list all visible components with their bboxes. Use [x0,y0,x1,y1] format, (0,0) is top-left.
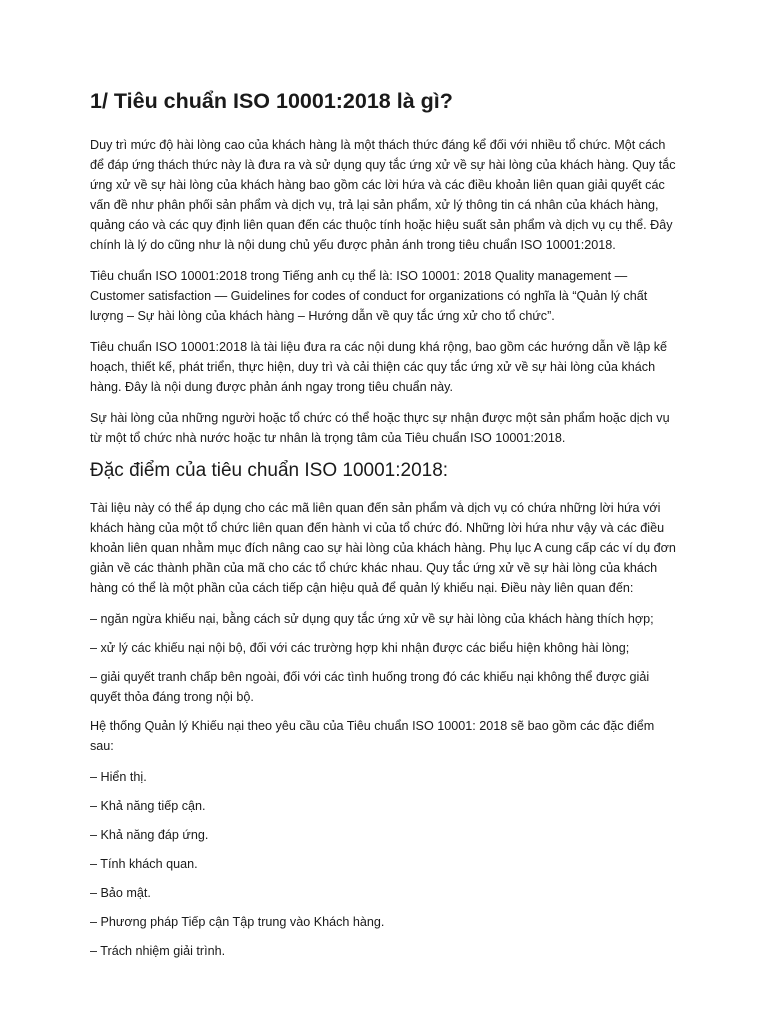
purpose-item: – xử lý các khiếu nại nội bộ, đối với các trường hợp khi nhận được các biểu hiện không hài lòng; [90,640,630,655]
intro-paragraph: Tiêu chuẩn ISO 10001:2018 là tài liệu đưa ra các nội dung khá rộng, bao gồm các hướng dẫn về lập kế hoạch, thiết kế, phát triển, thực hiện, duy trì và cải thiện các quy tắc ứng xử về sự hài lòng của khách hàng. Đây là nội dung được phản ánh ngay trong tiêu chuẩn này. [90,339,668,394]
intro-paragraph: Duy trì mức độ hài lòng cao của khách hàng là một thách thức đáng kể đối với nhiều tổ chức. Một cách để đáp ứng thách thức này là đưa ra và sử dụng quy tắc ứng xử về sự hài lòng của khách hàng. Quy tắc ứng xử về sự hài lòng của khách hàng bao gồm các lời hứa và các điều khoản liên quan giải quyết các vấn đề như phân phối sản phẩm và dịch vụ, trả lại sản phẩm, xử lý thông tin cá nhân của khách hàng, quảng cáo và các quy định liên quan đến các thuộc tính hoặc hiệu suất sản phẩm và dịch vụ cụ thể. Đây chính là lý do cũng như là nội dung chủ yếu được phản ánh trong tiêu chuẩn ISO 10001:2018. [90,137,676,252]
characteristic-item: – Hiển thị. [90,769,147,784]
characteristic-item: – Khả năng tiếp cận. [90,798,206,813]
system-intro-paragraph: Hệ thống Quản lý Khiếu nại theo yêu cầu của Tiêu chuẩn ISO 10001: 2018 sẽ bao gồm các đặc điểm sau: [90,718,655,753]
characteristic-item: – Bảo mật. [90,885,151,900]
characteristic-item: – Trách nhiệm giải trình. [90,943,226,958]
characteristic-item: – Phương pháp Tiếp cận Tập trung vào Khách hàng. [90,914,385,929]
characteristic-item: – Khả năng đáp ứng. [90,827,209,842]
intro-paragraph: Tiêu chuẩn ISO 10001:2018 trong Tiếng anh cụ thể là: ISO 10001: 2018 Quality management — Customer satisfaction — Guidelines for codes of conduct for organizations có nghĩa là “Quản lý chất lượng – Sự hài lòng của khách hàng – Hướng dẫn về quy tắc ứng xử cho tổ chức”. [90,268,648,323]
section-heading: Đặc điểm của tiêu chuẩn ISO 10001:2018: [90,459,449,481]
characteristic-item: – Tính khách quan. [90,856,198,871]
purpose-item: – ngăn ngừa khiếu nại, bằng cách sử dụng quy tắc ứng xử về sự hài lòng của khách hàng thích hợp; [90,611,654,626]
section-intro-paragraph: Tài liệu này có thể áp dụng cho các mã liên quan đến sản phẩm và dịch vụ có chứa những lời hứa với khách hàng của một tổ chức liên quan đến hành vi của tổ chức đó. Những lời hứa như vậy và các điều khoản liên quan nhằm mục đích nâng cao sự hài lòng của khách hàng. Phụ lục A cung cấp các ví dụ đơn giản về các thành phần của mã cho các tổ chức khác nhau. Quy tắc ứng xử về sự hài lòng của khách hàng có thể là một phần của cách tiếp cận hiệu quả để quản lý khiếu nại. Điều này liên quan đến: [90,500,676,595]
intro-paragraph: Sự hài lòng của những người hoặc tổ chức có thể hoặc thực sự nhận được một sản phẩm hoặc dịch vụ từ một tổ chức nhà nước hoặc tư nhân là trọng tâm của Tiêu chuẩn ISO 10001:2018. [90,410,670,445]
purpose-item: – giải quyết tranh chấp bên ngoài, đối với các tình huống trong đó các khiếu nại không thể được giải quyết thỏa đáng trong nội bộ. [90,669,650,704]
page-title: 1/ Tiêu chuẩn ISO 10001:2018 là gì? [90,89,453,113]
